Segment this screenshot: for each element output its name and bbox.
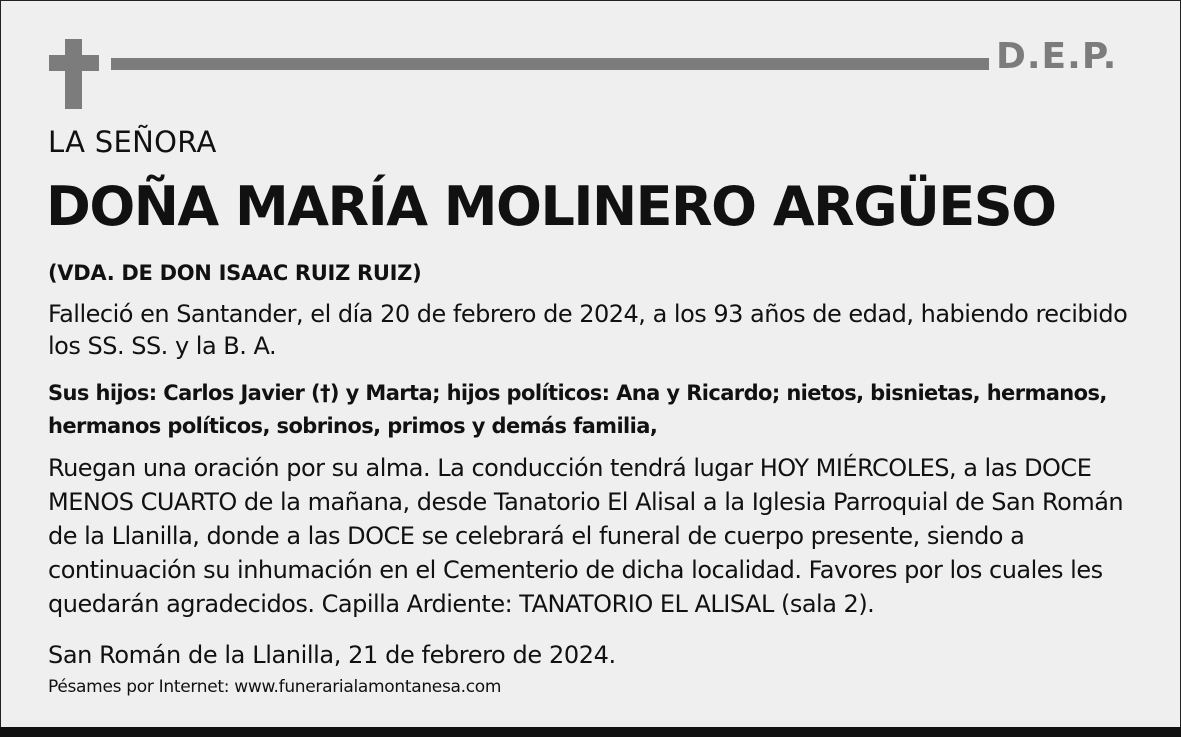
place-date: San Román de la Llanilla, 21 de febrero de 2024. [48,641,616,669]
honorific: LA SEÑORA [48,125,217,159]
cross-icon-bar [49,55,99,71]
dep-label: D.E.P. [996,36,1118,77]
cross-icon [65,39,82,109]
family-paragraph: Sus hijos: Carlos Javier (†) y Marta; hijos políticos: Ana y Ricardo; nietos, bisnietas, hermanos, hermanos políticos, sobrinos, primos y demás familia, [48,381,1107,438]
service-paragraph: Ruegan una oración por su alma. La conducción tendrá lugar HOY MIÉRCOLES, a las DOCE MENOS CUARTO de la mañana, desde Tanatorio El Alisal a la Iglesia Parroquial de San Román de la Llanilla, donde a las DOCE se celebrará el funeral de cuerpo presente, siendo a continuación su inhumación en el Cementerio de dicha localidad. Favores por los cuales les quedarán agradecidos. Capilla Ardiente: TANATORIO EL ALISAL (sala 2). [48,454,1124,618]
condolences-web-line: Pésames por Internet: www.funerarialamontanesa.com [48,677,502,697]
bottom-border [0,727,1181,737]
widow-line: (VDA. DE DON ISAAC RUIZ RUIZ) [48,261,422,285]
header-rule [111,58,989,70]
deceased-name: DOÑA MARÍA MOLINERO ARGÜESO [46,175,1056,238]
death-paragraph: Falleció en Santander, el día 20 de febrero de 2024, a los 93 años de edad, habiendo recibido los SS. SS. y la B. A. [48,300,1128,360]
